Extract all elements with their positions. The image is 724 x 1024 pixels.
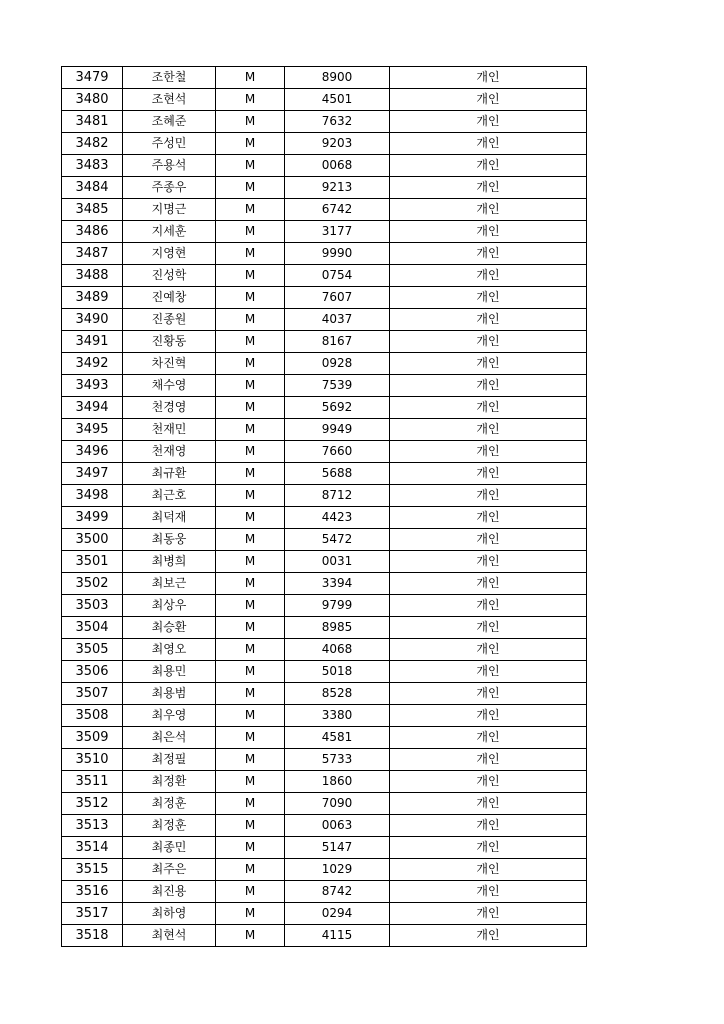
- name-cell: 진종원: [123, 309, 216, 331]
- sex-cell: M: [216, 551, 285, 573]
- row-number-cell: 3506: [62, 661, 123, 683]
- type-cell: 개인: [390, 375, 587, 397]
- sex-cell: M: [216, 265, 285, 287]
- sex-cell: M: [216, 573, 285, 595]
- name-cell: 최근호: [123, 485, 216, 507]
- table-row: [62, 573, 587, 595]
- row-number-cell: 3508: [62, 705, 123, 727]
- sex-cell: M: [216, 705, 285, 727]
- table-row: [62, 595, 587, 617]
- name-cell: 최병희: [123, 551, 216, 573]
- name-cell: 최용범: [123, 683, 216, 705]
- row-number-cell: 3513: [62, 815, 123, 837]
- table-row: [62, 903, 587, 925]
- code-cell: 1029: [285, 859, 390, 881]
- name-cell: 최정필: [123, 749, 216, 771]
- type-cell: 개인: [390, 89, 587, 111]
- sex-cell: M: [216, 397, 285, 419]
- name-cell: 최승환: [123, 617, 216, 639]
- sex-cell: M: [216, 463, 285, 485]
- table-row: [62, 287, 587, 309]
- type-cell: 개인: [390, 397, 587, 419]
- sex-cell: M: [216, 903, 285, 925]
- type-cell: 개인: [390, 485, 587, 507]
- sex-cell: M: [216, 199, 285, 221]
- code-cell: 3177: [285, 221, 390, 243]
- type-cell: 개인: [390, 727, 587, 749]
- row-number-cell: 3492: [62, 353, 123, 375]
- row-number-cell: 3500: [62, 529, 123, 551]
- name-cell: 최상우: [123, 595, 216, 617]
- type-cell: 개인: [390, 221, 587, 243]
- table-row: [62, 441, 587, 463]
- table-row: [62, 485, 587, 507]
- sex-cell: M: [216, 595, 285, 617]
- code-cell: 4068: [285, 639, 390, 661]
- type-cell: 개인: [390, 331, 587, 353]
- code-cell: 5688: [285, 463, 390, 485]
- type-cell: 개인: [390, 661, 587, 683]
- code-cell: 0928: [285, 353, 390, 375]
- table-row: [62, 749, 587, 771]
- table-row: [62, 155, 587, 177]
- name-cell: 차진혁: [123, 353, 216, 375]
- table-row: [62, 837, 587, 859]
- name-cell: 주용석: [123, 155, 216, 177]
- sex-cell: M: [216, 287, 285, 309]
- code-cell: 5472: [285, 529, 390, 551]
- name-cell: 최주은: [123, 859, 216, 881]
- name-cell: 지명근: [123, 199, 216, 221]
- code-cell: 8712: [285, 485, 390, 507]
- code-cell: 1860: [285, 771, 390, 793]
- sex-cell: M: [216, 309, 285, 331]
- code-cell: 9799: [285, 595, 390, 617]
- code-cell: 7539: [285, 375, 390, 397]
- name-cell: 조현석: [123, 89, 216, 111]
- row-number-cell: 3491: [62, 331, 123, 353]
- table-row: [62, 67, 587, 89]
- type-cell: 개인: [390, 793, 587, 815]
- sex-cell: M: [216, 793, 285, 815]
- sex-cell: M: [216, 331, 285, 353]
- name-cell: 최덕재: [123, 507, 216, 529]
- name-cell: 채수영: [123, 375, 216, 397]
- row-number-cell: 3516: [62, 881, 123, 903]
- name-cell: 지세훈: [123, 221, 216, 243]
- table-row: [62, 617, 587, 639]
- row-number-cell: 3482: [62, 133, 123, 155]
- sex-cell: M: [216, 529, 285, 551]
- name-cell: 최현석: [123, 925, 216, 947]
- code-cell: 0031: [285, 551, 390, 573]
- name-cell: 최규환: [123, 463, 216, 485]
- table-row: [62, 353, 587, 375]
- name-cell: 최우영: [123, 705, 216, 727]
- type-cell: 개인: [390, 309, 587, 331]
- sex-cell: M: [216, 749, 285, 771]
- table-row: [62, 529, 587, 551]
- type-cell: 개인: [390, 683, 587, 705]
- row-number-cell: 3490: [62, 309, 123, 331]
- type-cell: 개인: [390, 639, 587, 661]
- code-cell: 7607: [285, 287, 390, 309]
- type-cell: 개인: [390, 815, 587, 837]
- name-cell: 천재민: [123, 419, 216, 441]
- code-cell: 4037: [285, 309, 390, 331]
- code-cell: 5733: [285, 749, 390, 771]
- name-cell: 지영현: [123, 243, 216, 265]
- name-cell: 최종민: [123, 837, 216, 859]
- code-cell: 8985: [285, 617, 390, 639]
- name-cell: 최정훈: [123, 793, 216, 815]
- code-cell: 8167: [285, 331, 390, 353]
- sex-cell: M: [216, 111, 285, 133]
- code-cell: 4501: [285, 89, 390, 111]
- table-row: [62, 463, 587, 485]
- type-cell: 개인: [390, 441, 587, 463]
- type-cell: 개인: [390, 881, 587, 903]
- type-cell: 개인: [390, 705, 587, 727]
- row-number-cell: 3489: [62, 287, 123, 309]
- sex-cell: M: [216, 375, 285, 397]
- code-cell: 0068: [285, 155, 390, 177]
- name-cell: 진예창: [123, 287, 216, 309]
- row-number-cell: 3496: [62, 441, 123, 463]
- row-number-cell: 3487: [62, 243, 123, 265]
- table-row: [62, 793, 587, 815]
- sex-cell: M: [216, 661, 285, 683]
- code-cell: 7660: [285, 441, 390, 463]
- type-cell: 개인: [390, 771, 587, 793]
- table-row: [62, 639, 587, 661]
- table-row: [62, 331, 587, 353]
- name-cell: 최보근: [123, 573, 216, 595]
- code-cell: 0754: [285, 265, 390, 287]
- name-cell: 최동웅: [123, 529, 216, 551]
- row-number-cell: 3505: [62, 639, 123, 661]
- name-cell: 최진용: [123, 881, 216, 903]
- row-number-cell: 3480: [62, 89, 123, 111]
- name-cell: 천경영: [123, 397, 216, 419]
- type-cell: 개인: [390, 837, 587, 859]
- table-row: [62, 243, 587, 265]
- sex-cell: M: [216, 507, 285, 529]
- sex-cell: M: [216, 133, 285, 155]
- table-row: [62, 815, 587, 837]
- table-row: [62, 507, 587, 529]
- code-cell: 4581: [285, 727, 390, 749]
- code-cell: 0294: [285, 903, 390, 925]
- name-cell: 천재영: [123, 441, 216, 463]
- code-cell: 3380: [285, 705, 390, 727]
- row-number-cell: 3503: [62, 595, 123, 617]
- code-cell: 6742: [285, 199, 390, 221]
- table-row: [62, 683, 587, 705]
- table-row: [62, 309, 587, 331]
- table-row: [62, 727, 587, 749]
- code-cell: 9213: [285, 177, 390, 199]
- code-cell: 9203: [285, 133, 390, 155]
- sex-cell: M: [216, 683, 285, 705]
- type-cell: 개인: [390, 199, 587, 221]
- name-cell: 조한철: [123, 67, 216, 89]
- code-cell: 7632: [285, 111, 390, 133]
- type-cell: 개인: [390, 749, 587, 771]
- row-number-cell: 3498: [62, 485, 123, 507]
- name-cell: 주종우: [123, 177, 216, 199]
- type-cell: 개인: [390, 287, 587, 309]
- type-cell: 개인: [390, 551, 587, 573]
- table-row: [62, 771, 587, 793]
- sex-cell: M: [216, 441, 285, 463]
- table-row: [62, 199, 587, 221]
- table-row: [62, 177, 587, 199]
- sex-cell: M: [216, 485, 285, 507]
- table-row: [62, 925, 587, 947]
- sex-cell: M: [216, 771, 285, 793]
- sex-cell: M: [216, 925, 285, 947]
- code-cell: 5147: [285, 837, 390, 859]
- name-cell: 최은석: [123, 727, 216, 749]
- sex-cell: M: [216, 155, 285, 177]
- type-cell: 개인: [390, 67, 587, 89]
- row-number-cell: 3497: [62, 463, 123, 485]
- row-number-cell: 3495: [62, 419, 123, 441]
- type-cell: 개인: [390, 419, 587, 441]
- code-cell: 3394: [285, 573, 390, 595]
- code-cell: 4423: [285, 507, 390, 529]
- row-number-cell: 3509: [62, 727, 123, 749]
- row-number-cell: 3501: [62, 551, 123, 573]
- code-cell: 8900: [285, 67, 390, 89]
- type-cell: 개인: [390, 463, 587, 485]
- code-cell: 9949: [285, 419, 390, 441]
- name-cell: 진황동: [123, 331, 216, 353]
- roster-table: [61, 66, 587, 947]
- code-cell: 4115: [285, 925, 390, 947]
- name-cell: 조혜준: [123, 111, 216, 133]
- row-number-cell: 3507: [62, 683, 123, 705]
- code-cell: 0063: [285, 815, 390, 837]
- row-number-cell: 3514: [62, 837, 123, 859]
- sex-cell: M: [216, 617, 285, 639]
- table-row: [62, 661, 587, 683]
- row-number-cell: 3504: [62, 617, 123, 639]
- row-number-cell: 3481: [62, 111, 123, 133]
- row-number-cell: 3494: [62, 397, 123, 419]
- code-cell: 5692: [285, 397, 390, 419]
- row-number-cell: 3483: [62, 155, 123, 177]
- name-cell: 최영오: [123, 639, 216, 661]
- row-number-cell: 3484: [62, 177, 123, 199]
- sex-cell: M: [216, 859, 285, 881]
- row-number-cell: 3517: [62, 903, 123, 925]
- type-cell: 개인: [390, 859, 587, 881]
- type-cell: 개인: [390, 529, 587, 551]
- sex-cell: M: [216, 177, 285, 199]
- sex-cell: M: [216, 243, 285, 265]
- row-number-cell: 3486: [62, 221, 123, 243]
- sex-cell: M: [216, 837, 285, 859]
- sex-cell: M: [216, 221, 285, 243]
- roster-sheet: [61, 66, 587, 947]
- type-cell: 개인: [390, 353, 587, 375]
- table-row: [62, 89, 587, 111]
- table-row: [62, 111, 587, 133]
- row-number-cell: 3479: [62, 67, 123, 89]
- sex-cell: M: [216, 419, 285, 441]
- row-number-cell: 3485: [62, 199, 123, 221]
- table-row: [62, 419, 587, 441]
- type-cell: 개인: [390, 265, 587, 287]
- row-number-cell: 3493: [62, 375, 123, 397]
- name-cell: 진성학: [123, 265, 216, 287]
- sex-cell: M: [216, 727, 285, 749]
- name-cell: 주성민: [123, 133, 216, 155]
- table-row: [62, 133, 587, 155]
- code-cell: 8742: [285, 881, 390, 903]
- row-number-cell: 3511: [62, 771, 123, 793]
- row-number-cell: 3515: [62, 859, 123, 881]
- table-row: [62, 881, 587, 903]
- table-row: [62, 551, 587, 573]
- sex-cell: M: [216, 881, 285, 903]
- name-cell: 최정환: [123, 771, 216, 793]
- code-cell: 9990: [285, 243, 390, 265]
- code-cell: 7090: [285, 793, 390, 815]
- code-cell: 5018: [285, 661, 390, 683]
- table-row: [62, 397, 587, 419]
- sex-cell: M: [216, 89, 285, 111]
- name-cell: 최용민: [123, 661, 216, 683]
- row-number-cell: 3510: [62, 749, 123, 771]
- table-row: [62, 375, 587, 397]
- type-cell: 개인: [390, 243, 587, 265]
- name-cell: 최정훈: [123, 815, 216, 837]
- row-number-cell: 3488: [62, 265, 123, 287]
- row-number-cell: 3502: [62, 573, 123, 595]
- sex-cell: M: [216, 353, 285, 375]
- type-cell: 개인: [390, 155, 587, 177]
- row-number-cell: 3512: [62, 793, 123, 815]
- type-cell: 개인: [390, 925, 587, 947]
- sex-cell: M: [216, 639, 285, 661]
- roster-table-body: [62, 67, 587, 947]
- sex-cell: M: [216, 67, 285, 89]
- type-cell: 개인: [390, 507, 587, 529]
- type-cell: 개인: [390, 617, 587, 639]
- sex-cell: M: [216, 815, 285, 837]
- type-cell: 개인: [390, 111, 587, 133]
- table-row: [62, 265, 587, 287]
- table-row: [62, 221, 587, 243]
- type-cell: 개인: [390, 177, 587, 199]
- row-number-cell: 3518: [62, 925, 123, 947]
- type-cell: 개인: [390, 573, 587, 595]
- name-cell: 최하영: [123, 903, 216, 925]
- code-cell: 8528: [285, 683, 390, 705]
- type-cell: 개인: [390, 903, 587, 925]
- type-cell: 개인: [390, 595, 587, 617]
- table-row: [62, 859, 587, 881]
- type-cell: 개인: [390, 133, 587, 155]
- row-number-cell: 3499: [62, 507, 123, 529]
- table-row: [62, 705, 587, 727]
